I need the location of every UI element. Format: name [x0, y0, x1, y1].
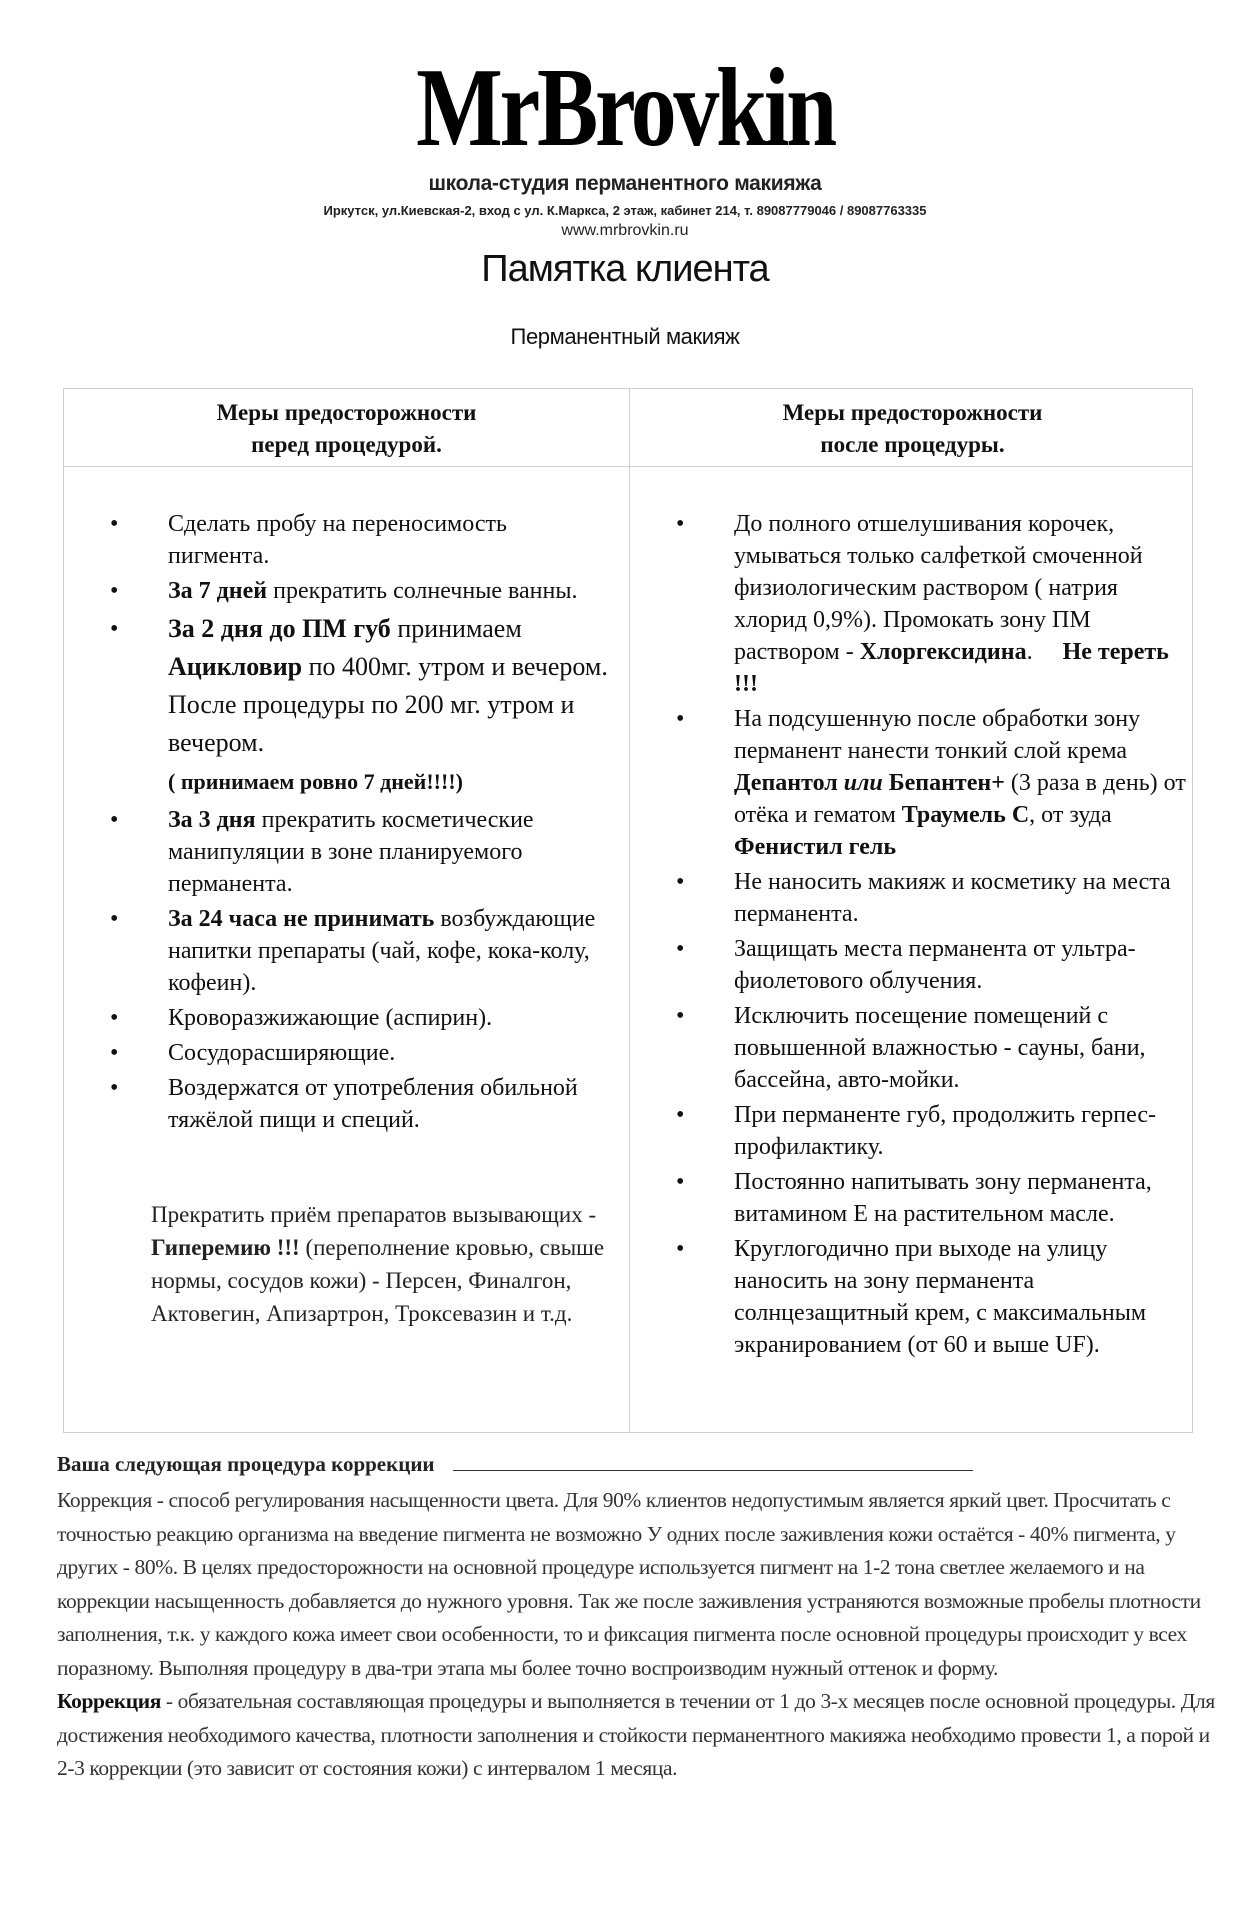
item-text: Кроворазжижающие (аспирин).: [168, 1005, 493, 1031]
item-text: принимаем: [390, 614, 522, 643]
item-text: До полного отшелушивания корочек, умываться только салфеткой смоченной физиологическим раствором ( натрия хлорид 0,9%). Промокать зону ПМ раствором -: [734, 511, 1143, 665]
header-line: перед процедурой.: [251, 432, 442, 457]
list-item: [110, 1002, 610, 1034]
correction-paragraph: [57, 1685, 1227, 1786]
list-item: [676, 866, 1186, 930]
list-item: [110, 1037, 610, 1069]
item-text: Не наносить макияж и косметику на места перманента.: [734, 869, 1171, 927]
list-item: [676, 1099, 1186, 1163]
list-item: [110, 575, 610, 607]
item-bold: ( принимаем ровно 7 дней!!!!): [168, 769, 463, 794]
list-item: [676, 508, 1186, 700]
note-text: Прекратить приём препаратов вызывающих -: [151, 1202, 597, 1227]
header-before-procedure: [64, 397, 629, 461]
item-bold: За 24 часа не принимать: [168, 906, 435, 932]
next-procedure-row: [57, 1452, 973, 1477]
item-text: Постоянно напитывать зону перманента, витамином Е на растительном масле.: [734, 1169, 1152, 1227]
item-bold: Фенистил гель: [734, 834, 897, 860]
list-item: [676, 933, 1186, 997]
item-text: прекратить косметические манипуляции в зоне планируемого перманента.: [168, 807, 534, 897]
note-text: (переполнение кровью, свыше нормы, сосудов кожи) - Персен, Финалгон, Актовегин, Апизартрон, Троксевазин и т.д.: [151, 1235, 605, 1326]
item-bold: Траумель С: [901, 802, 1030, 828]
header-line: Меры предосторожности: [782, 400, 1043, 425]
correction-paragraph: Коррекция - способ регулирования насыщенности цвета. Для 90% клиентов недопустимым является яркий цвет. Просчитать с точностью реакцию организма на введение пигмента не возможно У одних после заживления кожи остаётся - 40% пигмента, у других - 80%. В целях предосторожности на основной процедуре используется пигмент на 1-2 тона светлее желаемого и на коррекции насыщенность добавляется до нужного уровня. Так же после заживления устраняются возможные пробелы плотности заполнения, т.к. у каждого кожа имеет свои особенности, то и фиксация пигмента после основной процедуры происходит у всех поразному. Выполняя процедуру в два-три этапа мы более точно воспроизводим нужный оттенок и форму.: [57, 1488, 1201, 1680]
header-divider: [64, 466, 1192, 467]
list-item: [676, 1233, 1186, 1361]
correction-text: - обязательная составляющая процедуры и выполняется в течении от 1 до 3-х месяцев после основной процедуры. Для достижения необходимого качества, плотности заполнения и стойкости перманентного макияжа необходимо провести 1, а порой и 2-3 коррекции (это зависит от состояния кожи) с интервалом 1 месяца.: [57, 1689, 1215, 1780]
header-after-procedure: [630, 397, 1195, 461]
item-bold: За 2 дня до ПМ губ: [168, 614, 391, 643]
item-bold: Хлоргексидина: [859, 639, 1027, 665]
item-bold: За 3 дня: [168, 807, 256, 833]
note-bold: Гиперемию !!!: [151, 1235, 300, 1260]
list-item: [110, 903, 610, 999]
list-item: [110, 804, 610, 900]
item-text: (3 раза в день) от отёка и гематом: [734, 770, 1186, 828]
item-text: Защищать места перманента от ультра-фиолетового облучения.: [734, 936, 1136, 994]
item-bold: Депантол: [734, 770, 838, 796]
website-link[interactable]: www.mrbrovkin.ru: [561, 222, 689, 239]
brand-logo: MrBrovkin: [416, 46, 834, 170]
studio-address: Иркутск, ул.Киевская-2, вход с ул. К.Маркса, 2 этаж, кабинет 214, т. 89087779046 / 89087763335: [323, 203, 927, 218]
column-divider: [629, 389, 630, 1432]
correction-bold: Коррекция: [57, 1689, 161, 1713]
item-bold: За 7 дней: [168, 578, 268, 604]
item-text: Исключить посещение помещений с повышенной влажностью - сауны, бани, бассейна, авто-мойки.: [734, 1003, 1146, 1093]
item-text: .: [1026, 639, 1063, 665]
item-bold: Ацикловир: [168, 652, 303, 681]
header-line: после процедуры.: [820, 432, 1005, 457]
item-text: Сосудорасширяющие.: [168, 1040, 396, 1066]
item-bold: Не тереть !!!: [734, 639, 1169, 697]
page-subtitle: Перманентный макияж: [510, 324, 740, 349]
item-text: Круглогодично при выходе на улицу наносить на зону перманента солнцезащитный крем, с максимальным экранированием (от 60 и выше UF).: [734, 1236, 1147, 1358]
list-item: [676, 1166, 1186, 1230]
list-item: [110, 508, 610, 572]
hyperemia-note: [151, 1198, 621, 1330]
item-text: возбуждающие напитки препараты (чай, кофе, кока-колу, кофеин).: [168, 906, 596, 996]
before-procedure-list: [110, 508, 610, 1139]
header-line: Меры предосторожности: [216, 400, 477, 425]
brand-tagline: школа-студия перманентного макияжа: [428, 172, 822, 195]
after-procedure-list: [676, 508, 1186, 1364]
item-text: При перманенте губ, продолжить герпес-профилактику.: [734, 1102, 1157, 1160]
item-text: На подсушенную после обработки зону перманент нанести тонкий слой крема: [734, 706, 1141, 764]
item-text: Воздержатся от употребления обильной тяжёлой пищи и специй.: [168, 1075, 578, 1133]
item-italic: или: [837, 770, 889, 796]
list-item: [676, 1000, 1186, 1096]
item-text: Сделать пробу на переносимость пигмента.: [168, 511, 507, 569]
item-text: , от зуда: [1029, 802, 1112, 828]
correction-info: [57, 1484, 1227, 1786]
next-procedure-field[interactable]: [453, 1456, 973, 1471]
item-bold: Бепантен+: [888, 770, 1005, 796]
list-item: [110, 1072, 610, 1136]
next-procedure-label: Ваша следующая процедура коррекции: [57, 1452, 435, 1476]
list-item: [676, 703, 1186, 863]
item-text: по 400мг. утром и вечером. После процедуры по 200 мг. утром и вечером.: [168, 652, 608, 757]
list-item: [110, 610, 610, 801]
item-text: прекратить солнечные ванны.: [267, 578, 578, 604]
page-title: Памятка клиента: [481, 248, 769, 290]
